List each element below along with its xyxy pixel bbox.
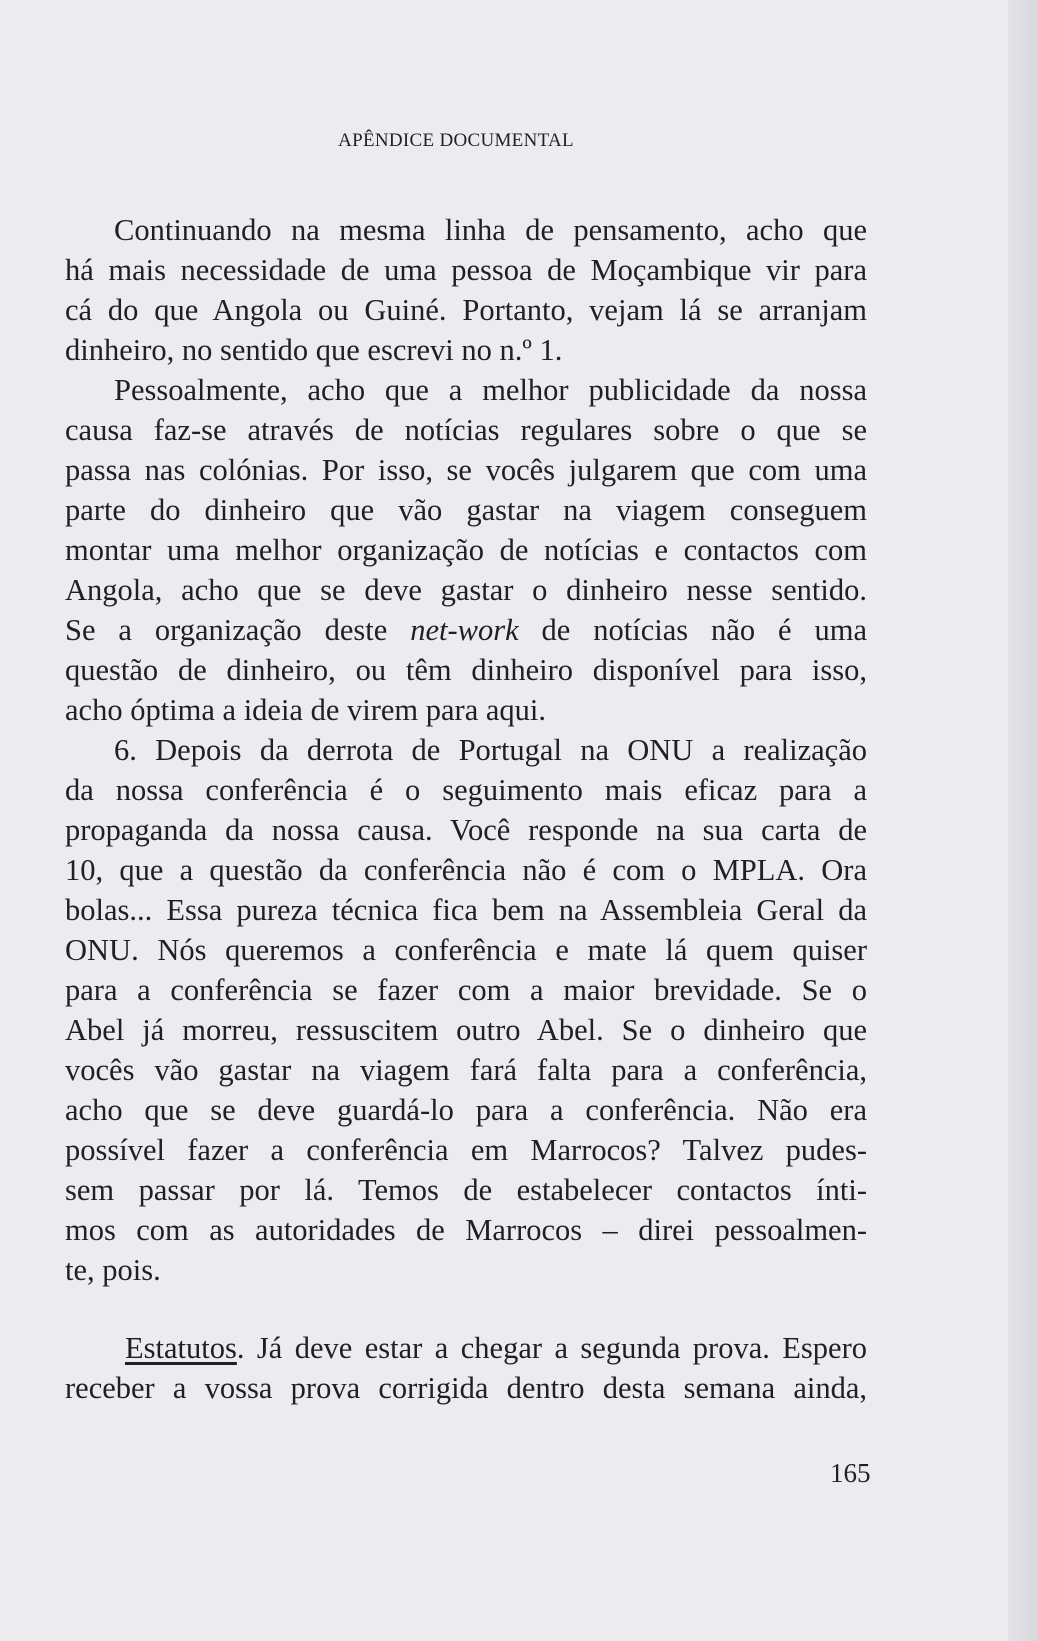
text-line [65,1210,867,1250]
text-line [65,610,867,650]
text-line [65,210,867,250]
text-segment: Abel já morreu, ressuscitem outro Abel. Se o dinheiro que [65,1013,867,1047]
text-segment: para a conferência se fazer com a maior brevidade. Se o [65,973,867,1007]
text-segment: passa nas colónias. Por isso, se vocês julgarem que com uma [65,453,867,487]
text-segment: da nossa conferência é o seguimento mais eficaz para a [65,773,867,807]
italic-term: net-work [410,613,519,647]
text-line [65,490,867,530]
text-segment: montar uma melhor organização de notícias e contactos com [65,533,867,567]
text-segment: dinheiro, no sentido que escrevi no n.º 1. [65,333,563,367]
text-segment: receber a vossa prova corrigida dentro desta semana ainda, [65,1371,867,1405]
text-segment: causa faz-se através de notícias regulares sobre o que se [65,413,867,447]
text-line [65,650,867,690]
text-segment: acho que se deve guardá-lo para a conferência. Não era [65,1093,867,1127]
text-line [65,690,867,730]
text-line [65,730,867,770]
text-segment: questão de dinheiro, ou têm dinheiro disponível para isso, [65,653,867,687]
text-segment: Continuando na mesma linha de pensamento, acho que [114,213,867,247]
text-segment: Angola, acho que se deve gastar o dinheiro nesse sentido. [65,573,867,607]
text-segment: propaganda da nossa causa. Você responde na sua carta de [65,813,867,847]
text-line [65,1050,867,1090]
text-line [65,290,867,330]
text-line [65,1250,867,1290]
text-line [65,410,867,450]
page-edge-shadow [1008,0,1038,1641]
underlined-heading: Estatutos [125,1331,237,1365]
text-line [65,250,867,290]
text-line [65,850,867,890]
text-segment: mos com as autoridades de Marrocos – direi pessoalmen- [65,1213,867,1247]
text-line [65,570,867,610]
text-line [65,1010,867,1050]
text-line [65,1328,867,1368]
body-text [65,210,867,1408]
text-line [65,890,867,930]
text-line [65,930,867,970]
text-line [65,810,867,850]
text-line [65,970,867,1010]
text-segment: . Já deve estar a chegar a segunda prova. Espero [236,1331,867,1365]
text-segment: há mais necessidade de uma pessoa de Moçambique vir para [65,253,867,287]
text-segment: cá do que Angola ou Guiné. Portanto, vejam lá se arranjam [65,293,867,327]
text-segment: Se a organização deste [65,613,411,647]
text-segment: te, pois. [65,1253,161,1287]
text-segment: possível fazer a conferência em Marrocos? Talvez pudes- [65,1133,867,1167]
page-number: 165 [830,1458,871,1488]
text-segment: sem passar por lá. Temos de estabelecer contactos ínti- [65,1173,867,1207]
text-line [65,1368,867,1408]
running-header: APÊNDICE DOCUMENTAL [338,130,574,151]
text-line [65,370,867,410]
text-line [65,1170,867,1210]
text-segment: parte do dinheiro que vão gastar na viagem conseguem [65,493,867,527]
text-segment: vocês vão gastar na viagem fará falta para a conferência, [65,1053,867,1087]
text-segment: ONU. Nós queremos a conferência e mate lá quem quiser [65,933,867,967]
text-segment: de notícias não é uma [518,613,867,647]
text-line [65,770,867,810]
text-line [65,530,867,570]
text-line [65,1090,867,1130]
text-segment: 6. Depois da derrota de Portugal na ONU a realização [114,733,867,767]
text-segment: bolas... Essa pureza técnica fica bem na Assembleia Geral da [65,893,867,927]
text-line [65,450,867,490]
text-line [65,1130,867,1170]
text-segment: acho óptima a ideia de virem para aqui. [65,693,547,727]
text-line [65,330,867,370]
text-segment: 10, que a questão da conferência não é com o MPLA. Ora [65,853,867,887]
text-segment: Pessoalmente, acho que a melhor publicidade da nossa [114,373,867,407]
paragraph-gap [65,1290,867,1328]
